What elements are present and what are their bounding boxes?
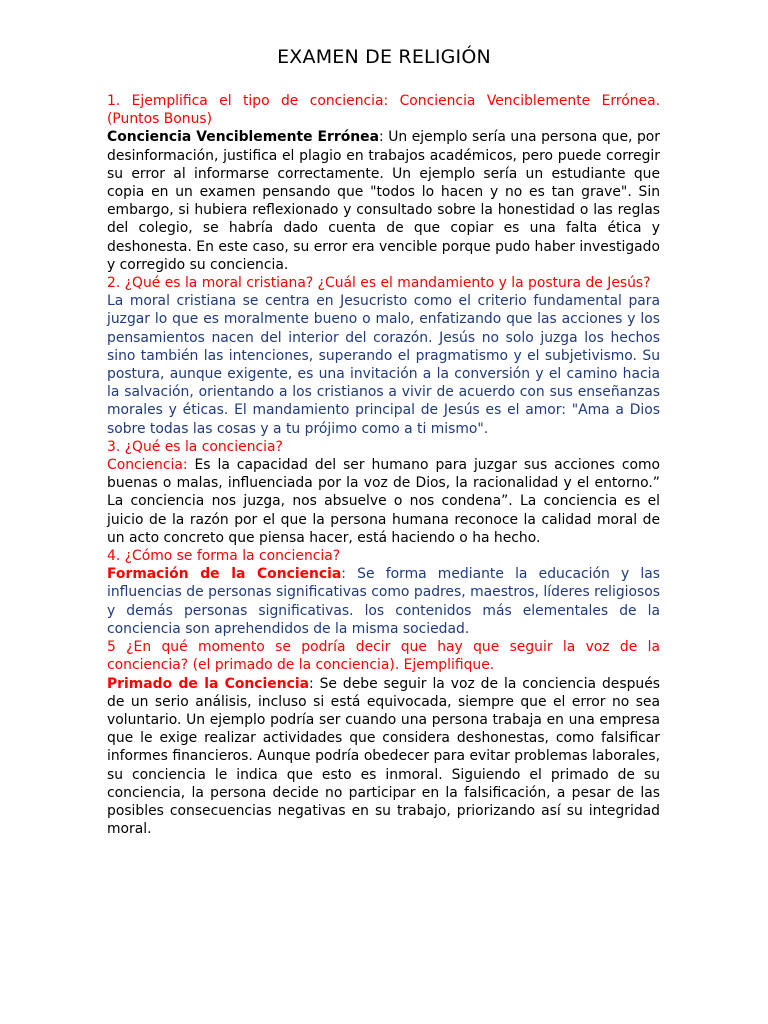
answer-5-body: : Se debe seguir la voz de la conciencia después de un serio análisis, incluso si está equivocada, siempre que el error no sea voluntario. Un ejemplo podría ser cuando una persona trabaja en una empresa que le exige realizar actividades que considera deshonestas, como falsificar informes financieros. Aunque podría obedecer para evitar problemas laborales, su conciencia le indica que esto es inmoral. Siguiendo el primado de su conciencia, la persona decide no participar en la falsificación, a pesar de las posibles consecuencias negativas en su trabajo, priorizando así su integridad moral. (107, 675, 660, 838)
question-4: 4. ¿Cómo se forma la conciencia? (107, 548, 341, 565)
document-title: EXAMEN DE RELIGIÓN (277, 46, 491, 68)
answer-1 (107, 128, 660, 274)
answer-5 (107, 675, 660, 839)
answer-4-body: : Se forma mediante la educación y las influencias de personas significativas como padres, maestros, líderes religiosos y demás personas significativas. los contenidos más elementales de la conciencia son aprehendidos de la misma sociedad. (107, 566, 660, 637)
answer-1-lead: Conciencia Venciblemente Errónea (107, 129, 379, 146)
question-3: 3. ¿Qué es la conciencia? (107, 438, 283, 455)
answer-2: La moral cristiana se centra en Jesucristo como el criterio fundamental para juzgar lo que es moralmente bueno o malo, enfatizando que las acciones y los pensamientos nacen del interior del corazón. Jesús no solo juzga los hechos sino también las intenciones, superando el pragmatismo y el subjetivismo. Su postura, aunque exigente, es una invitación a la conversión y el camino hacia la salvación, orientando a los cristianos a vivir de acuerdo con sus enseñanzas morales y éticas. El mandamiento principal de Jesús es el amor: "Ama a Dios sobre todas las cosas y a tu prójimo como a ti mismo". (107, 293, 660, 437)
answer-3-body: Es la capacidad del ser humano para juzgar sus acciones como buenas o malas, influenciada por la voz de Dios, la racionalidad y el entorno.” La conciencia nos juzga, nos absuelve o nos condena”. La conciencia es el juicio de la razón por el que la persona humana reconoce la calidad moral de un acto concreto que piensa hacer, está haciendo o ha hecho. (107, 457, 660, 546)
answer-5-lead: Primado de la Conciencia (107, 675, 309, 692)
question-2: 2. ¿Qué es la moral cristiana? ¿Cuál es el mandamiento y la postura de Jesús? (107, 275, 651, 292)
question-1: 1. Ejemplifica el tipo de conciencia: Conciencia Venciblemente Errónea. (Puntos Bonus) (107, 93, 660, 128)
answer-4-lead: Formación de la Conciencia (107, 566, 342, 583)
answer-1-body: : Un ejemplo sería una persona que, por desinformación, justifica el plagio en trabajos académicos, pero puede corregir su error al informarse correctamente. Un ejemplo sería un estudiante que copia en un examen pensando que "todos lo hacen y no es tan grave". Sin embargo, si hubiera reflexionado y consultado sobre la honestidad o las reglas del colegio, se habría dado cuenta de que copiar es una falta ética y deshonesta. En este caso, su error era vencible porque pudo haber investigado y corregido su conciencia. (107, 129, 660, 273)
question-5: 5 ¿En qué momento se podría decir que hay que seguir la voz de la conciencia? (el primado de la conciencia). Ejemplifique. (107, 639, 660, 674)
document-body (107, 92, 660, 838)
answer-3-lead: Conciencia: (107, 457, 188, 474)
answer-3 (107, 456, 660, 547)
answer-4 (107, 565, 660, 638)
